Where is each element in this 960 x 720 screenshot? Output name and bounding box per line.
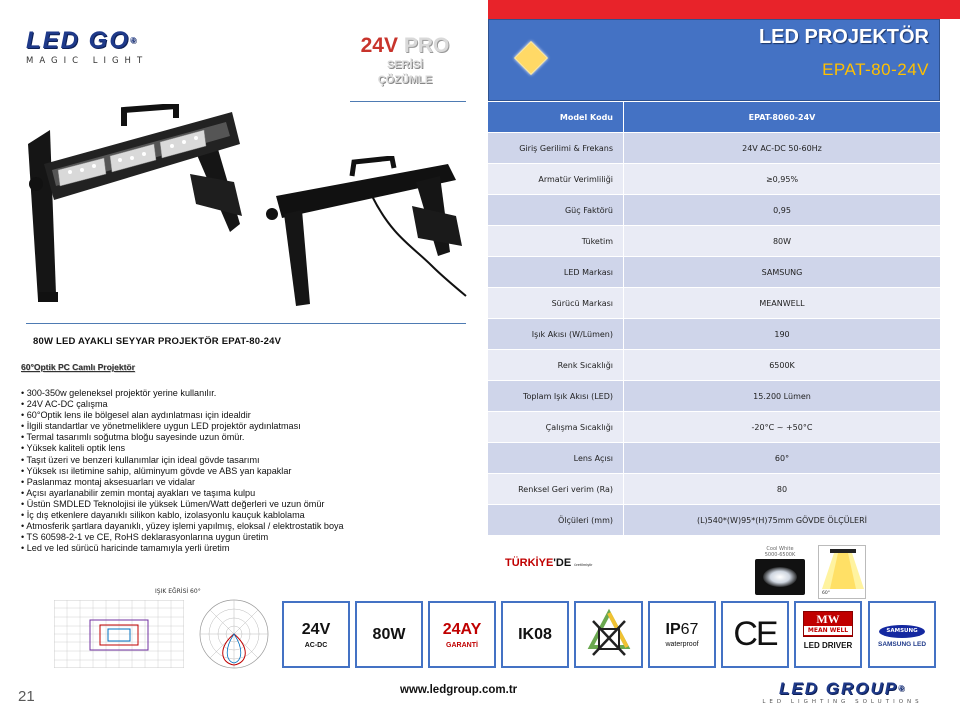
spec-value: MEANWELL	[624, 288, 940, 319]
product-image-front	[20, 104, 250, 314]
feature-item: • Termal tasarımlı soğutma bloğu sayesinde uzun ömür.	[21, 432, 344, 443]
isolux-chart-image	[54, 600, 184, 668]
header-banner	[488, 19, 940, 101]
spec-key: Çalışma Sıcaklığı	[488, 412, 624, 443]
feature-item: • İlgili standartlar ve yönetmeliklere uygun LED projektör aydınlatması	[21, 421, 344, 432]
spec-key: Güç Faktörü	[488, 195, 624, 226]
header-title: LED PROJEKTÖR	[758, 26, 929, 48]
driver-icon-box	[794, 601, 862, 668]
pro-voltage: 24V	[360, 34, 398, 57]
cool-white-sample	[752, 546, 808, 598]
spec-header-key: Model Kodu	[488, 102, 624, 133]
feature-list	[21, 388, 344, 554]
ledgroup-logo	[750, 680, 935, 705]
ip-rating-icon-box	[648, 601, 716, 668]
table-row	[488, 319, 940, 350]
spec-key: Renksel Geri verim (Ra)	[488, 474, 624, 505]
table-row	[488, 164, 940, 195]
beam-cone-icon	[820, 547, 866, 591]
table-row	[488, 288, 940, 319]
feature-item: • Taşıt üzeri ve benzeri kullanımlar için ideal gövde tasarımı	[21, 455, 344, 466]
product-title: 80W LED AYAKLI SEYYAR PROJEKTÖR EPAT-80-24V	[33, 336, 282, 347]
warranty-icon-box	[428, 601, 496, 668]
table-row	[488, 226, 940, 257]
feature-item: • Üstün SMDLED Teknolojisi ile yüksek Lümen/Watt değerleri ve uzun ömür	[21, 499, 344, 510]
spec-key: Armatür Verimliliği	[488, 164, 624, 195]
ik-rating-icon-box	[501, 601, 569, 668]
light-curve-label: IŞIK EĞRİSİ 60°	[155, 588, 201, 595]
feature-item: • 24V AC-DC çalışma	[21, 399, 344, 410]
spec-key: Işık Akısı (W/Lümen)	[488, 319, 624, 350]
logo-text: LED GO	[26, 27, 131, 54]
divider-top	[350, 101, 466, 102]
beam-angle-label: 60°	[822, 591, 830, 596]
ip-waterproof: waterproof	[665, 641, 699, 648]
weee-recycle-icon	[581, 607, 637, 663]
product-image-side	[262, 156, 468, 316]
meanwell-logo-text: MEAN WELL	[804, 626, 852, 635]
feature-item: • Paslanmaz montaj aksesuarları ve vidalar	[21, 477, 344, 488]
voltage-type: AC-DC	[304, 642, 328, 649]
spec-key: Sürücü Markası	[488, 288, 624, 319]
ip-prefix: IP	[665, 621, 681, 638]
feature-item: • İç dış etkenlere dayanıklı silikon kablo, izolasyonlu kauçuk kablolama	[21, 510, 344, 521]
pro-word: PRO	[403, 34, 450, 57]
led-driver-label: LED DRIVER	[803, 641, 853, 650]
cool-white-light-image	[755, 559, 805, 595]
spec-table	[488, 102, 940, 536]
samsung-led-label: SAMSUNG LED	[877, 641, 927, 648]
website-url[interactable]: www.ledgroup.com.tr	[400, 684, 518, 696]
voltage-icon-box	[282, 601, 350, 668]
spec-header-value: EPAT-8060-24V	[624, 102, 940, 133]
spec-value: 80	[624, 474, 940, 505]
logo-registered-mark: ®	[130, 36, 138, 45]
spec-value: 80W	[624, 226, 940, 257]
logo-tagline: MAGIC LIGHT	[26, 56, 149, 66]
led-chip-icon	[514, 41, 548, 75]
header-red-bar	[488, 0, 960, 19]
beam-angle-sample	[818, 545, 866, 599]
made-in-turkey	[505, 557, 592, 569]
power-value: 80W	[372, 626, 406, 643]
ip-number: 67	[680, 621, 699, 638]
polar-light-curve-image	[196, 597, 272, 671]
table-row	[488, 195, 940, 226]
spec-key: Lens Açısı	[488, 443, 624, 474]
voltage-value: 24V	[301, 621, 331, 638]
ce-mark: CE	[733, 615, 777, 653]
spec-key: Ölçüleri (mm)	[488, 505, 624, 536]
recycle-icon-box	[574, 601, 643, 668]
spec-value: 24V AC-DC 50-60Hz	[624, 133, 940, 164]
feature-item: • Yüksek ısı iletimine sahip, alüminyum gövde ve ABS yan kapaklar	[21, 466, 344, 477]
meanwell-logo-mw: MW	[816, 612, 840, 626]
table-row	[488, 474, 940, 505]
spec-value: 6500K	[624, 350, 940, 381]
feature-item: • Yüksek kaliteli optik lens	[21, 443, 344, 454]
spec-value: 0,95	[624, 195, 940, 226]
page-number: 21	[18, 688, 35, 705]
table-row	[488, 505, 940, 536]
spec-key: LED Markası	[488, 257, 624, 288]
made-in-country: TÜRKİYE	[505, 557, 554, 569]
spec-value: -20°C ~ +50°C	[624, 412, 940, 443]
spec-key: Toplam Işık Akısı (LED)	[488, 381, 624, 412]
pro-series-badge	[350, 34, 460, 88]
spec-key: Giriş Gerilimi & Frekans	[488, 133, 624, 164]
made-in-small: üretilmiştir	[574, 562, 593, 567]
feature-item: • TS 60598-2-1 ve CE, RoHS deklarasyonlarına uygun üretim	[21, 532, 344, 543]
table-row	[488, 350, 940, 381]
spec-key: Renk Sıcaklığı	[488, 350, 624, 381]
power-icon-box	[355, 601, 423, 668]
spec-key: Tüketim	[488, 226, 624, 257]
meanwell-logo	[803, 611, 853, 637]
spec-value: 15.200 Lümen	[624, 381, 940, 412]
ce-icon-box	[721, 601, 789, 668]
spec-value: ≥0,95%	[624, 164, 940, 195]
feature-item: • Atmosferik şartlara dayanıklı, yüzey işlemi yapılmış, eloksal / elektrostatik boya	[21, 521, 344, 532]
feature-item: • 300-350w geleneksel projektör yerine kullanılır.	[21, 388, 344, 399]
pro-line-1: SERİSİ	[386, 59, 424, 71]
spec-value: (L)540*(W)95*(H)75mm GÖVDE ÖLÇÜLERİ	[624, 505, 940, 536]
pro-line-2: ÇÖZÜMLE	[377, 74, 433, 86]
warranty-value: 24AY	[442, 621, 482, 638]
feature-item: • Açısı ayarlanabilir zemin montaj ayakları ve taşıma kulpu	[21, 488, 344, 499]
group-registered-mark: ®	[898, 684, 906, 693]
warranty-label: GARANTİ	[446, 642, 478, 649]
header-model: EPAT-80-24V	[822, 60, 929, 79]
product-subtitle: 60°Optik PC Camlı Projektör	[21, 362, 135, 372]
table-row	[488, 133, 940, 164]
feature-item: • 60°Optik lens ile bölgesel alan aydınlatması için idealdir	[21, 410, 344, 421]
table-row	[488, 381, 940, 412]
spec-value: SAMSUNG	[624, 257, 940, 288]
spec-value: 60°	[624, 443, 940, 474]
samsung-icon-box	[868, 601, 936, 668]
samsung-logo: SAMSUNG	[879, 625, 925, 638]
cool-white-label: Cool White	[766, 546, 794, 552]
table-row	[488, 257, 940, 288]
ik-rating-value: IK08	[518, 626, 552, 643]
group-logo-text: LED GROUP	[779, 679, 899, 698]
spec-header-row	[488, 102, 940, 133]
cool-white-range: 5000-6500K	[764, 552, 796, 558]
ledgo-logo	[26, 28, 216, 66]
made-in-suffix: 'DE	[553, 557, 572, 569]
table-row	[488, 412, 940, 443]
divider-middle	[26, 323, 466, 324]
table-row	[488, 443, 940, 474]
feature-item: • Led ve led sürücü haricinde tamamıyla yerli üretim	[21, 543, 344, 554]
group-tagline: LED LIGHTING SOLUTIONS	[762, 699, 923, 705]
spec-value: 190	[624, 319, 940, 350]
